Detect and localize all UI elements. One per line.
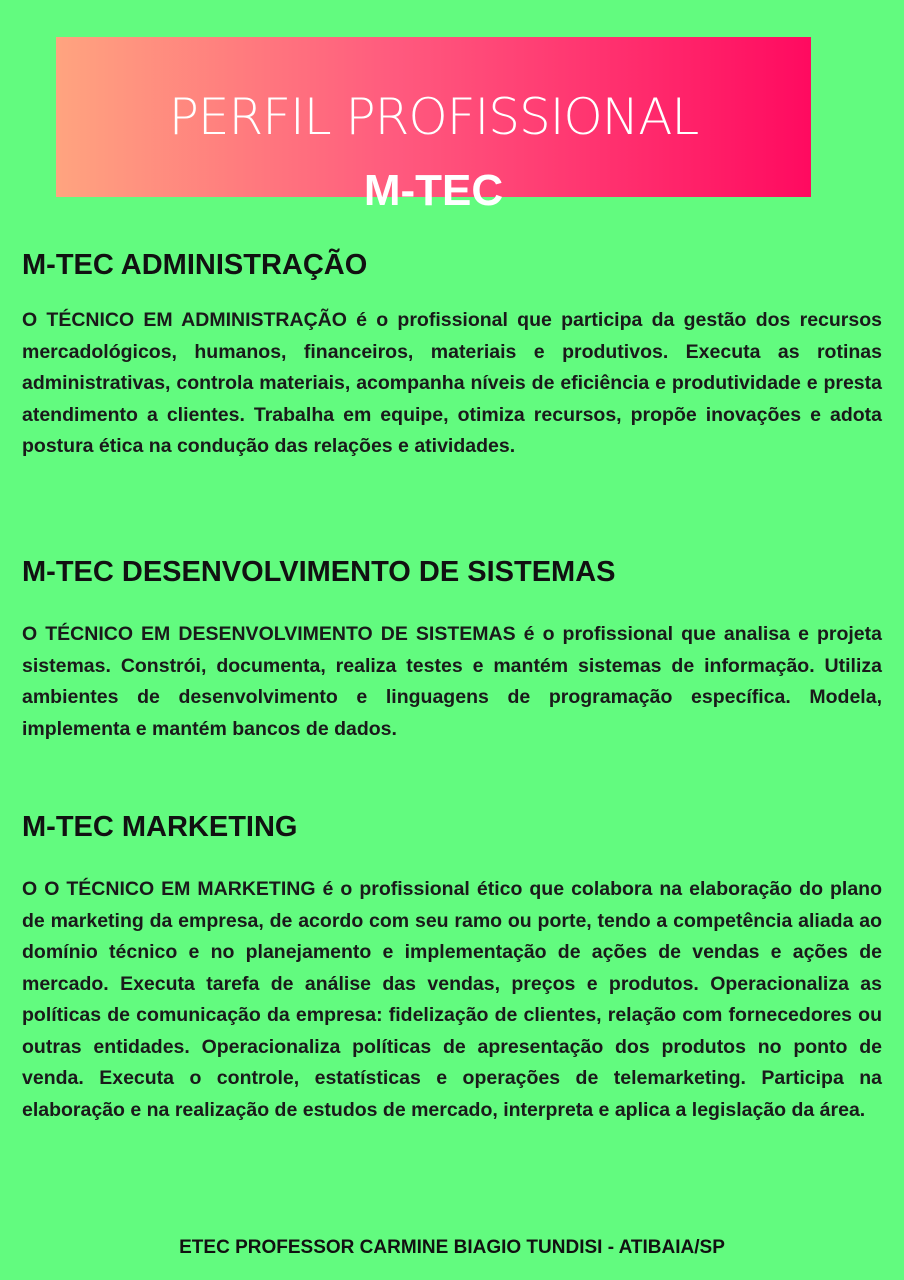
page-subtitle: M-TEC	[363, 166, 504, 215]
title-banner	[56, 37, 811, 215]
section-heading-administracao: M-TEC ADMINISTRAÇÃO	[22, 249, 368, 281]
section-body-administracao: O TÉCNICO EM ADMINISTRAÇÃO é o profissional que participa da gestão dos recursos mercadológicos, humanos, financeiros, materiais e produtivos. Executa as rotinas administrativas, controla materiais, acompanha níveis de eficiência e produtividade e presta atendimento a clientes. Trabalha em equipe, otimiza recursos, propõe inovações e adota postura ética na condução das relações e atividades.	[22, 309, 882, 457]
section-body-marketing: O O TÉCNICO EM MARKETING é o profissional ético que colabora na elaboração do plano de marketing da empresa, de acordo com seu ramo ou porte, tendo a competência aliada ao domínio técnico e no planejamento e implementação de ações de vendas e ações de mercado. Executa tarefa de análise das vendas, preços e produtos. Operacionaliza as políticas de comunicação da empresa: fidelização de clientes, relação com fornecedores ou outras entidades. Operacionaliza políticas de apresentação dos produtos no ponto de venda. Executa o controle, estatísticas e operações de telemarketing. Participa na elaboração e na realização de estudos de mercado, interpreta e aplica a legislação da área.	[22, 878, 882, 1121]
section-heading-desenvolvimento: M-TEC DESENVOLVIMENTO DE SISTEMAS	[22, 556, 616, 588]
page-title: PERFIL PROFISSIONAL	[168, 88, 699, 146]
section-heading-marketing: M-TEC MARKETING	[22, 811, 298, 843]
footer-school-name: ETEC PROFESSOR CARMINE BIAGIO TUNDISI - ATIBAIA/SP	[179, 1237, 725, 1258]
section-body-desenvolvimento: O TÉCNICO EM DESENVOLVIMENTO DE SISTEMAS é o profissional que analisa e projeta sistemas. Constrói, documenta, realiza testes e mantém sistemas de informação. Utiliza ambientes de desenvolvimento e linguagens de programação específica. Modela, implementa e mantém bancos de dados.	[22, 623, 882, 740]
